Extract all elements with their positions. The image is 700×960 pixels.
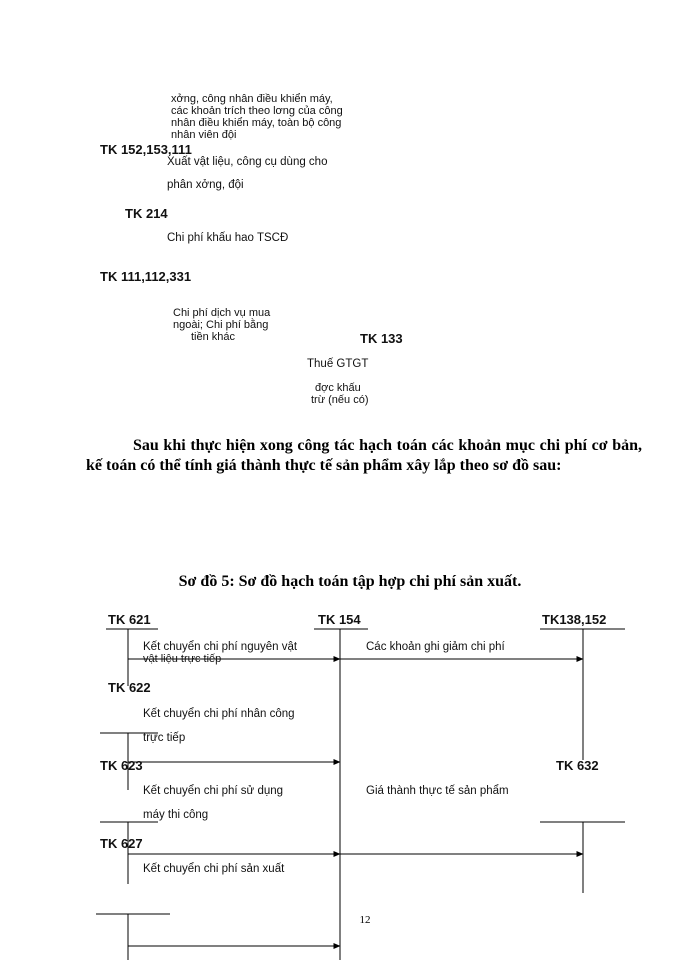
services-line1: Chi phí dịch vụ mua — [173, 307, 271, 319]
flow-621-line2: vật liệu trực tiếp — [143, 653, 222, 665]
vat-deductible-line2: trừ (nếu có) — [311, 394, 369, 406]
labor-note-line3: nhân điều khiển máy, toàn bộ công — [171, 117, 342, 129]
flow-cost: Giá thành thực tế sản phẩm — [366, 785, 509, 797]
flow-627: Kết chuyển chi phí sản xuất — [143, 863, 285, 875]
flow-621-line1: Kết chuyển chi phí nguyên vật — [143, 641, 298, 653]
services-line2: ngoài; Chi phí bằng — [173, 319, 269, 331]
page-number: 12 — [359, 914, 371, 926]
tk-214-label: TK 214 — [125, 206, 168, 221]
flow-622-line2: trực tiếp — [143, 732, 186, 744]
vat-title: Thuế GTGT — [307, 358, 369, 370]
labor-note-line1: xởng, công nhân điều khiển máy, — [171, 93, 333, 105]
tk-152-label: TK 152,153,111 — [100, 142, 192, 157]
tk-623-label: TK 623 — [100, 758, 143, 773]
vat-deductible-line1: đợc khấu — [315, 382, 361, 394]
flow-reduce: Các khoản ghi giảm chi phí — [366, 641, 505, 653]
tk-133-label: TK 133 — [360, 331, 403, 346]
depreciation-text: Chi phí khấu hao TSCĐ — [167, 232, 289, 244]
material-line1: Xuất vật liệu, công cụ dùng cho — [167, 156, 328, 168]
tk-627-label: TK 627 — [100, 836, 143, 851]
tk-621-label: TK 621 — [108, 612, 151, 627]
labor-note-line2: các khoản trích theo lơng của công — [171, 105, 343, 117]
body-paragraph: Sau khi thực hiện xong công tác hạch toán các khoản mục chi phí cơ bản, kế toán có thể tính giá thành thực tế sản phẩm xây lắp theo sơ đồ sau: — [86, 437, 642, 474]
tk-632-label: TK 632 — [556, 758, 599, 773]
flow-623-line2: máy thi công — [143, 809, 209, 821]
services-line3: tiền khác — [191, 331, 236, 343]
labor-note-line4: nhân viên đội — [171, 129, 237, 141]
flow-623-line1: Kết chuyển chi phí sử dụng — [143, 785, 284, 797]
tk-154-label: TK 154 — [318, 612, 361, 627]
diagram-caption: Sơ đồ 5: Sơ đồ hạch toán tập hợp chi phí sản xuất. — [178, 573, 522, 590]
flow-622-line1: Kết chuyển chi phí nhân công — [143, 708, 295, 720]
material-line2: phân xởng, đội — [167, 179, 244, 191]
tk-138-label: TK138,152 — [542, 612, 607, 627]
tk-622-label: TK 622 — [108, 680, 151, 695]
tk-111-label: TK 111,112,331 — [100, 269, 192, 284]
